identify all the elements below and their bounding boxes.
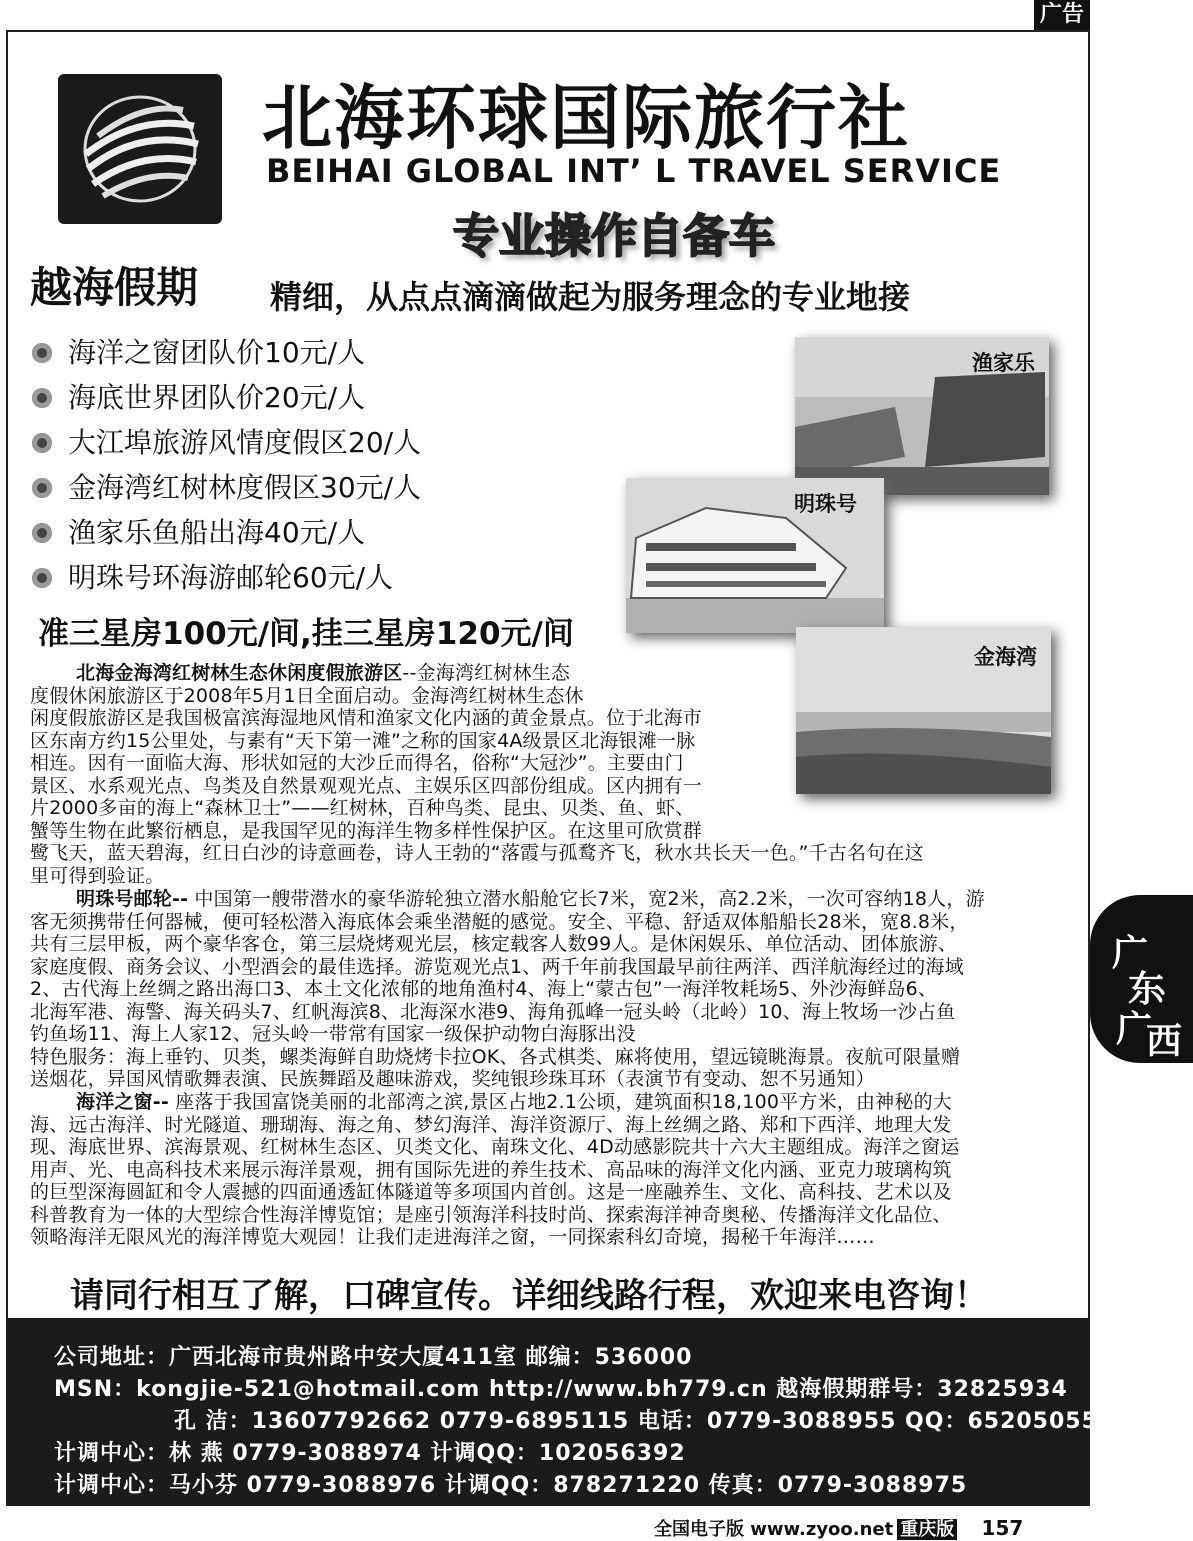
- bullet-icon: [32, 478, 52, 498]
- paragraph-title: 海洋之窗--: [76, 1091, 169, 1113]
- bullet-icon: [32, 523, 52, 543]
- edition-label: 全国电子版 www.zyoo.net: [654, 1519, 894, 1540]
- page-number: 157: [981, 1516, 1024, 1540]
- region-char: 广: [1112, 933, 1149, 974]
- ad-label: 广告: [1034, 0, 1090, 30]
- company-name-cn: 北海环球国际旅行社: [262, 77, 910, 159]
- price-item: 海洋之窗团队价10元/人: [32, 330, 421, 375]
- price-item: 明珠号环海游邮轮60元/人: [32, 555, 421, 600]
- price-item: 海底世界团队价20元/人: [32, 375, 421, 420]
- bullet-icon: [32, 343, 52, 363]
- photo-caption: 金海湾: [974, 645, 1037, 669]
- company-address: 公司地址：广西北海市贵州路中安大厦411室 邮编：536000: [54, 1345, 693, 1370]
- company-name-en: BEIHAI GLOBAL INT’ L TRAVEL SERVICE: [266, 152, 1002, 190]
- msn-web-line: MSN：kongjie-521@hotmail.com http://www.bh779.cn 越海假期群号：32825934: [54, 1377, 1068, 1402]
- globe-logo-icon: [58, 74, 222, 224]
- price-item: 金海湾红树林度假区30元/人: [32, 465, 421, 510]
- brand-name: 越海假期: [30, 263, 199, 312]
- price-list: [32, 330, 421, 600]
- paragraph-cruise: 明珠号邮轮-- 中国第一艘带潜水的豪华游轮独立潜水船舱它长7米，宽2米，高2.2米，一次可容纳18人，游 客无须携带任何器械，便可轻松潜入海底体会乘坐潜艇的感觉。安全、平稳、舒适双体船船长28米，宽8.8米， 共有三层甲板，两个豪华客仓，第三层烧烤观光层，核定载客人数99人。是休闲娱乐、单位活动、团体旅游、 家庭度假、商务会议、小型酒会的最佳选择。游览观光点1、两千年前我国最早前往两洋、西洋航海经过的海域 2、古代海上丝绸之路出海口3、本土文化浓郁的地角渔村4、海上“蒙古包”一海洋牧耗场5、外沙海鲜岛6、 北海军港、海警、海关码头7、红帆海滨8、北海深水港9、海角孤峰一冠头岭（北岭）10、海上牧场一沙占鱼 钓鱼场11、海上人家12、冠头岭一带常有国家一级保护动物白海豚出没 特色服务：海上垂钓、贝类，螺类海鲜自助烧烤卡拉OK、各式棋类、麻将使用，望远镜眺海景。夜航可限量赠 送烟花，异国风情歌舞表演、民族舞蹈及趣味游戏，奖纯银珍珠耳环（表演节有变动、恕不另通知）: [30, 888, 985, 1090]
- bullet-icon: [32, 568, 52, 588]
- bullet-icon: [32, 433, 52, 453]
- hotel-prices: 准三星房100元/间,挂三星房120元/间: [38, 616, 574, 652]
- region-char: 广: [1116, 1009, 1153, 1050]
- region-char: 西: [1146, 1021, 1183, 1062]
- photo-fishing: [795, 337, 1049, 495]
- region-char: 东: [1128, 969, 1165, 1010]
- company-logo: [58, 74, 222, 224]
- price-item: 渔家乐鱼船出海40元/人: [32, 510, 421, 555]
- dispatch-line-1: 计调中心：林 燕 0779-3088974 计调QQ：102056392: [54, 1441, 686, 1466]
- page-footer: [654, 1515, 1023, 1541]
- call-to-action: 请同行相互了解，口碑宣传。详细线路行程，欢迎来电咨询！: [70, 1276, 988, 1316]
- dispatch-line-2: 计调中心：马小芬 0779-3088976 计调QQ：878271220 传真：0779-3088975: [54, 1473, 968, 1498]
- photo-caption: 渔家乐: [972, 351, 1035, 375]
- region-tab: [1090, 895, 1193, 1063]
- city-edition-badge: 重庆版: [897, 1519, 957, 1540]
- paragraph-mangrove: 北海金海湾红树林生态休闲度假旅游区--金海湾红树林生态 度假休闲旅游区于2008年5月1日全面启动。金海湾红树林生态休 闲度假旅游区是我国极富滨海湿地风情和渔家文化内涵的黄金景点。位于北海市 区东南方约15公里处，与素有“天下第一滩”之称的国家4A级景区北海银滩一脉 相连。因有一面临大海、形状如冠的大沙丘而得名，俗称“大冠沙”。主要由门 景区、水系观光点、鸟类及自然景观观光点、主娱乐区四部份组成。区内拥有一 片2000多亩的海上“森林卫士”——红树林，百种鸟类、昆虫、贝类、鱼、虾、 蟹等生物在此繁衍栖息，是我国罕见的海洋生物多样性保护区。在这里可欣赏群 鹭飞天，蓝天碧海，红日白沙的诗意画卷，诗人王勃的“落霞与孤鹜齐飞，秋水共长天一色。”千古名句在这 里可得到验证。: [30, 662, 924, 887]
- price-item: 大江埠旅游风情度假区20/人: [32, 420, 421, 465]
- paragraph-title: 明珠号邮轮--: [76, 888, 189, 910]
- service-motto: 精细，从点点滴滴做起为服务理念的专业地接: [270, 278, 911, 316]
- paragraph-ocean-window: 海洋之窗-- 座落于我国富饶美丽的北部湾之滨,景区占地2.1公顷，建筑面积18,100平方米，由神秘的大 海、远古海洋、时光隧道、珊瑚海、海之角、梦幻海洋、海洋资源厅、海上丝绸之路、郑和下西洋、地理大发 现、海底世界、滨海景观、红树林生态区、贝类文化、南珠文化、4D动感影院共十六大主题组成。海洋之窗运 用声、光、电高科技术来展示海洋景观，拥有国际先进的养生技术、高品味的海洋文化内涵、亚克力玻璃构筑 的巨型深海圆缸和令人震撼的四面通透缸体隧道等多项国内首创。这是一座融养生、文化、高科技、艺术以及 科普教育为一体的大型综合性海洋博览馆；是座引领海洋科技时尚、探索海洋神奇奥秘、传播海洋文化品位、 领略海洋无限风光的海洋博览大观园！让我们走进海洋之窗，一同探索科幻奇境，揭秘千年海洋……: [30, 1091, 960, 1248]
- slogan: 专业操作自备车: [453, 209, 775, 263]
- photo-cruise: [626, 478, 884, 633]
- contact-panel: [6, 1318, 1115, 1506]
- bullet-icon: [32, 388, 52, 408]
- region-char: 、: [1156, 966, 1185, 999]
- paragraph-title: 北海金海湾红树林生态休闲度假旅游区: [76, 662, 403, 684]
- contact-kong: 孔 洁：13607792662 0779-6895115 电话：0779-3088955 QQ：652050552: [174, 1409, 1115, 1434]
- photo-caption: 明珠号: [794, 492, 857, 516]
